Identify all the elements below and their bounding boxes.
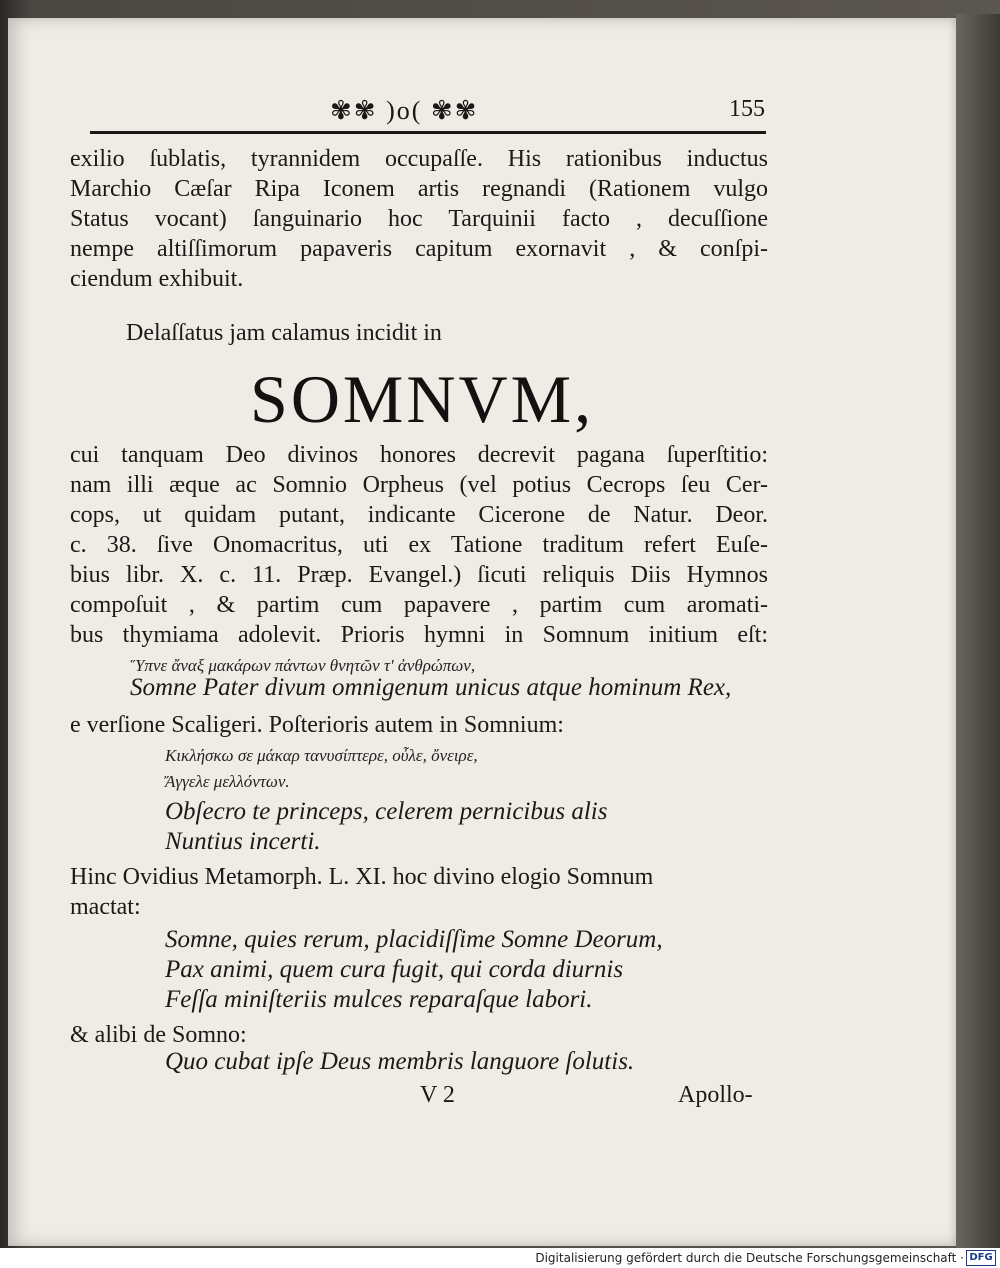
ovid-verse: Somne, quies rerum, placidiſſime Somne Deorum, <box>165 926 663 953</box>
text-line: e verſione Scaligeri. Poſterioris autem in Somnium: <box>70 712 564 738</box>
text-line: nempe altiſſimorum papaveris capitum exornavit , & conſpi- <box>70 236 768 262</box>
catchword: Apollo- <box>678 1082 753 1108</box>
header-ornament: ✾✾ )o( ✾✾ <box>330 96 479 125</box>
greek-verse: Κικλήσκω σε μάκαρ τανυσίπτερε, οὖλε, ὄνειρε, <box>165 746 478 765</box>
greek-verse: Ἄγγελε μελλόντων. <box>165 772 290 791</box>
section-title: SOMNVM, <box>250 361 595 437</box>
text-line: cui tanquam Deo divinos honores decrevit pagana ſuperſtitio: <box>70 442 768 468</box>
text-line: bius libr. X. c. 11. Præp. Evangel.) ſicuti reliquis Diis Hymnos <box>70 562 768 588</box>
text-line: mactat: <box>70 894 141 920</box>
greek-verse: Ὕπνε ἄναξ μακάρων πάντων θνητῶν τ' ἀνθρώπων, <box>130 656 476 675</box>
text-line: bus thymiama adolevit. Prioris hymni in Somnum initium eſt: <box>70 622 768 648</box>
text-line: Status vocant) ſanguinario hoc Tarquinii facto , decuſſione <box>70 206 768 232</box>
latin-verse: Nuntius incerti. <box>165 828 321 855</box>
latin-verse: Quo cubat ipſe Deus membris languore ſolutis. <box>165 1048 635 1075</box>
intro-line: Delaſſatus jam calamus incidit in <box>126 320 442 346</box>
funding-credit: Digitalisierung gefördert durch die Deutsche Forschungsgemeinschaft · <box>535 1251 964 1265</box>
page-number: 155 <box>729 96 765 122</box>
text-line: Hinc Ovidius Metamorph. L. XI. hoc divino elogio Somnum <box>70 864 654 890</box>
dfg-logo: DFG <box>966 1250 996 1266</box>
text-line: & alibi de Somno: <box>70 1022 247 1048</box>
text-line: cops, ut quidam putant, indicante Cicerone de Natur. Deor. <box>70 502 768 528</box>
ovid-verse: Pax animi, quem cura fugit, qui corda diurnis <box>165 956 624 983</box>
page-header <box>90 94 765 134</box>
text-line: ciendum exhibuit. <box>70 266 244 292</box>
text-line: nam illi æque ac Somnio Orpheus (vel potius Cecrops ſeu Cer- <box>70 472 768 498</box>
text-line: exilio ſublatis, tyrannidem occupaſſe. His rationibus inductus <box>70 146 768 172</box>
latin-verse: Obſecro te princeps, celerem pernicibus alis <box>165 798 608 825</box>
signature-mark: V 2 <box>420 1082 455 1108</box>
text-line: c. 38. ſive Onomacritus, uti ex Tatione traditum refert Euſe- <box>70 532 768 558</box>
latin-verse: Somne Pater divum omnigenum unicus atque hominum Rex, <box>130 674 732 701</box>
ovid-verse: Feſſa miniſteriis mulces reparaſque labori. <box>165 986 593 1013</box>
header-rule <box>90 131 766 134</box>
text-line: compoſuit , & partim cum papavere , partim cum aromati- <box>70 592 768 618</box>
book-edge <box>956 14 1000 1248</box>
text-line: Marchio Cæſar Ripa Iconem artis regnandi (Rationem vulgo <box>70 176 768 202</box>
